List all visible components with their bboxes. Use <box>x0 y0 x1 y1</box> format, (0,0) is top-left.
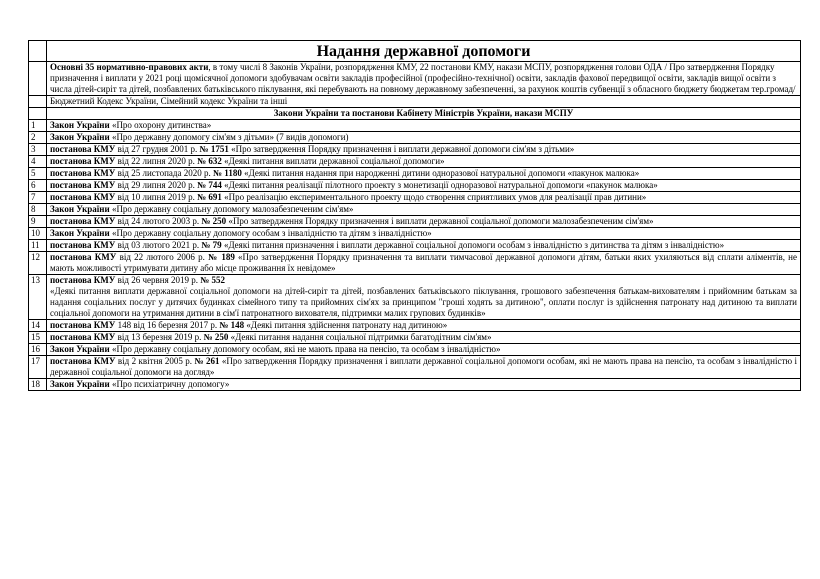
row-text: від 13 березня 2019 р. <box>115 332 204 342</box>
row-text2: «Про затвердження Порядку призначення і виплати державної соціальної допомоги малозабезпеченим сім'ям» <box>226 216 654 226</box>
row-bold2: № 250 <box>201 216 227 226</box>
row-extra: «Деякі питання виплати державної соціальної допомоги на дітей-сиріт та дітей, позбавлених батьківського піклування, грошового забезпечення батькам-вихователям і прийомним батькам за надання соціальних послуг у дитячих будинках сімейного типу та прийомних сім'ях за принципом "гроші ходять за дитиною", оплати послуг із здійснення патронату над дитиною та виплати соціальної допомоги на утримання дитини в сім'ї патронатного вихователя, підтримки малих групових будинків» <box>50 286 797 318</box>
row-text <box>47 252 801 275</box>
row-number: 10 <box>29 228 47 240</box>
table-row <box>29 120 801 132</box>
row-bold: постанова КМУ <box>50 192 116 202</box>
row-bold: Закон України <box>50 132 110 142</box>
row-text: від 10 липня 2019 р. <box>115 192 198 202</box>
table-row <box>29 240 801 252</box>
row-number: 18 <box>29 379 47 391</box>
row-number: 9 <box>29 216 47 228</box>
row-number: 12 <box>29 252 47 275</box>
row-number: 2 <box>29 132 47 144</box>
row-number: 4 <box>29 156 47 168</box>
row-text2: «Деякі питання виплати державної соціальної допомоги» <box>221 156 445 166</box>
row-bold: постанова КМУ <box>50 320 116 330</box>
row-number: 11 <box>29 240 47 252</box>
row-bold: Закон України <box>50 228 110 238</box>
row-bold: постанова КМУ <box>50 252 117 262</box>
table-row <box>29 156 801 168</box>
table-row <box>29 204 801 216</box>
row-text: від 27 грудня 2001 р. <box>115 144 200 154</box>
row-text2: «Деякі питання реалізації пілотного проекту з монетизації одноразової натуральної допомоги «пакунок малюка» <box>221 180 658 190</box>
intro2-row <box>29 96 801 108</box>
table-row <box>29 180 801 192</box>
row-text2: «Деякі питання призначення і виплати державної соціальної допомоги особам з інвалідністю з дитинства та дітям з інвалідністю» <box>221 240 725 250</box>
table-row <box>29 132 801 144</box>
row-number: 17 <box>29 356 47 379</box>
row-bold2: № 148 <box>219 320 245 330</box>
table-row <box>29 228 801 240</box>
table-row <box>29 192 801 204</box>
row-text2: «Про затвердження Порядку призначення та виплати тимчасової державної допомоги дітям, батьки яких ухиляються від сплати аліментів, не мають можливості утримувати дитину або місце проживання їх невідоме» <box>50 252 797 273</box>
row-text: 148 від 16 березня 2017 р. <box>115 320 220 330</box>
row-text <box>47 156 801 168</box>
row-number: 1 <box>29 120 47 132</box>
row-number: 16 <box>29 344 47 356</box>
table-row <box>29 275 801 320</box>
row-text: від 26 червня 2019 р. <box>115 275 201 285</box>
row-number: 6 <box>29 180 47 192</box>
row-text <box>47 180 801 192</box>
row-text: від 22 липня 2020 р. <box>115 156 198 166</box>
row-bold: постанова КМУ <box>50 332 116 342</box>
row-text <box>47 275 801 320</box>
row-text <box>47 168 801 180</box>
row-bold2: № 552 <box>200 275 226 285</box>
row-text: від 2 квітня 2005 р. <box>115 356 195 366</box>
row-text: від 22 лютого 2006 р. <box>116 252 209 262</box>
row-text <box>47 120 801 132</box>
row-text: «Про охорону дитинства» <box>109 120 212 130</box>
row-text2: «Деякі питання надання соціальної підтримки багатодітним сім'ям» <box>228 332 492 342</box>
table-row <box>29 344 801 356</box>
row-bold2: № 691 <box>197 192 222 202</box>
row-number: 15 <box>29 332 47 344</box>
table-row <box>29 320 801 332</box>
row-text <box>47 379 801 391</box>
document-page <box>28 40 800 391</box>
row-number: 3 <box>29 144 47 156</box>
row-bold: Закон України <box>50 204 110 214</box>
table-row <box>29 144 801 156</box>
row-text <box>47 204 801 216</box>
row-text: від 03 лютого 2021 р. <box>115 240 202 250</box>
row-bold: Закон України <box>50 344 110 354</box>
row-number: 7 <box>29 192 47 204</box>
row-bold: постанова КМУ <box>50 144 116 154</box>
row-text2: «Деякі питання здійснення патронату над дитиною» <box>244 320 448 330</box>
row-text: від 29 липня 2020 р. <box>115 180 198 190</box>
row-bold: постанова КМУ <box>50 240 116 250</box>
row-text2: «Про реалізацію експериментального проекту щодо створення сприятливих умов для реалізації прав дитини» <box>221 192 647 202</box>
row-bold: Закон України <box>50 120 110 130</box>
intro-text <box>47 62 801 96</box>
row-text <box>47 240 801 252</box>
row-bold: постанова КМУ <box>50 156 116 166</box>
row-text <box>47 144 801 156</box>
row-bold2: № 250 <box>203 332 229 342</box>
table-row <box>29 332 801 344</box>
row-bold2: № 1751 <box>199 144 229 154</box>
section-heading-row <box>29 108 801 120</box>
section-heading: Закони України та постанови Кабінету Міністрів України, накази МСПУ <box>47 108 801 120</box>
table-row <box>29 216 801 228</box>
row-bold2: № 1180 <box>213 168 242 178</box>
table-row <box>29 356 801 379</box>
row-bold: постанова КМУ <box>50 275 116 285</box>
row-bold2: № 632 <box>197 156 222 166</box>
row-text <box>47 356 801 379</box>
row-bold: постанова КМУ <box>50 168 116 178</box>
row-text: «Про державну соціальну допомогу особам з інвалідністю та дітям з інвалідністю» <box>109 228 432 238</box>
row-text <box>47 228 801 240</box>
row-number: 14 <box>29 320 47 332</box>
row-text2: «Деякі питання надання при народженні дитини одноразової натуральної допомоги «пакунок малюка» <box>241 168 640 178</box>
title-row <box>29 41 801 62</box>
row-text <box>47 344 801 356</box>
row-text: «Про державну соціальну допомогу особам, які не мають права на пенсію, та особам з інвалідністю» <box>109 344 501 354</box>
row-text: «Про державну допомогу сім'ям з дітьми» (7 видів допомоги) <box>109 132 349 142</box>
row-bold2: № 189 <box>208 252 235 262</box>
row-text: «Про державну соціальну допомогу малозабезпеченим сім'ям» <box>109 204 354 214</box>
row-text <box>47 132 801 144</box>
table-row <box>29 252 801 275</box>
table-row <box>29 168 801 180</box>
intro-row <box>29 62 801 96</box>
row-bold2: № 79 <box>201 240 222 250</box>
row-text2: «Про затвердження Порядку призначення і виплати державної соціальної допомоги особам, які не мають права на пенсію, та особам з інвалідністю і державної соціальної допомоги на догляд» <box>50 356 797 377</box>
row-bold: Закон України <box>50 379 110 389</box>
row-bold: постанова КМУ <box>50 356 116 366</box>
row-text: від 25 листопада 2020 р. <box>115 168 214 178</box>
assistance-table <box>28 40 801 391</box>
row-text2: «Про затвердження Порядку призначення і виплати державної допомоги сім'ям з дітьми» <box>228 144 575 154</box>
table-row <box>29 379 801 391</box>
row-text: від 24 лютого 2003 р. <box>115 216 202 226</box>
intro2-text: Бюджетний Кодекс України, Сімейний кодекс України та інші <box>47 96 801 108</box>
row-text <box>47 216 801 228</box>
row-bold: постанова КМУ <box>50 216 116 226</box>
row-text <box>47 192 801 204</box>
page-title: Надання державної допомоги <box>47 41 801 62</box>
row-text <box>47 332 801 344</box>
row-text <box>47 320 801 332</box>
row-bold: постанова КМУ <box>50 180 116 190</box>
row-number: 5 <box>29 168 47 180</box>
row-text: «Про психіатричну допомогу» <box>109 379 230 389</box>
row-number: 8 <box>29 204 47 216</box>
row-number: 13 <box>29 275 47 320</box>
row-bold2: № 261 <box>194 356 220 366</box>
intro-body: , в тому числі 8 Законів України, розпорядження КМУ, 22 постанови КМУ, накази МСПУ, розпорядження голови ОДА / Про затвердження Порядку призначення і виплати у 2021 році щомісячної допомоги здобувачам освіти закладів професійної (професійно-технічної) освіти, закладів фахової передвищої освіти, закладів вищої освіти з числа дітей-сиріт та дітей, позбавлених батьківського піклування, які перебувають на повному державному забезпеченні, за рахунок коштів субвенції з обласного бюджету бюджетам тер.громад/ <box>50 62 796 94</box>
row-bold2: № 744 <box>197 180 222 190</box>
intro-bold: Основні 35 нормативно-правових акти <box>50 62 209 72</box>
